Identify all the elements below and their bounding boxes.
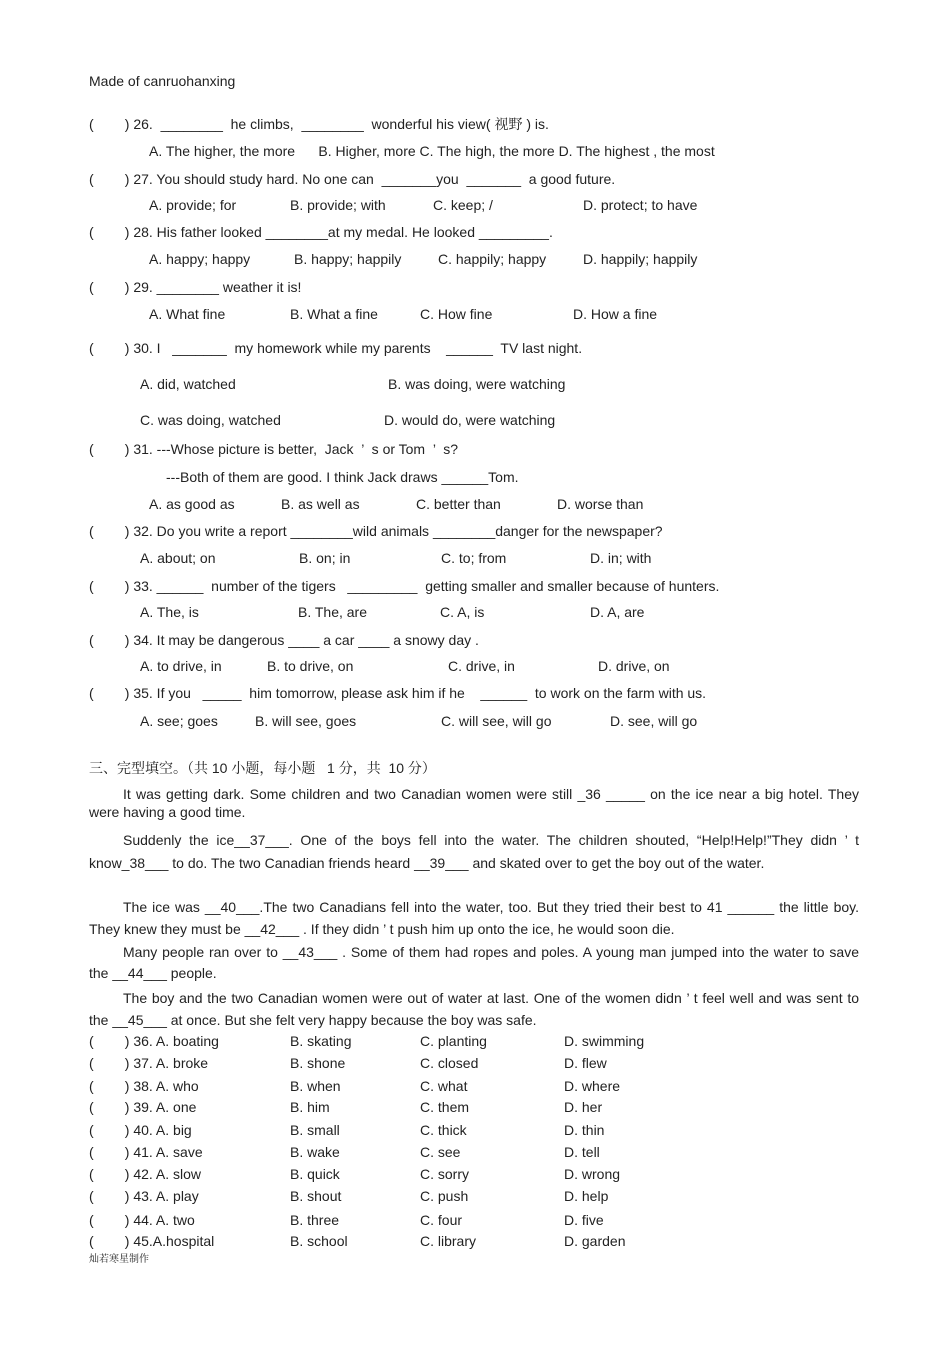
- question-31-option-d: D. worse than: [557, 496, 644, 512]
- cloze-row-44-d: D. five: [564, 1212, 604, 1228]
- question-29-option-c: C. How fine: [420, 306, 493, 322]
- question-34-option-c: C. drive, in: [448, 658, 515, 674]
- question-29-stem: ( ) 29. ________ weather it is!: [89, 279, 302, 295]
- question-32-option-b: B. on; in: [299, 550, 351, 566]
- question-31-option-a: A. as good as: [149, 496, 235, 512]
- question-26-options: A. The higher, the more B. Higher, more C. The high, the more D. The highest , the most: [149, 143, 715, 159]
- cloze-row-41-b: B. wake: [290, 1144, 340, 1160]
- cloze-row-39: ( ) 39. A. one: [89, 1099, 197, 1115]
- question-28-stem: ( ) 28. His father looked ________at my medal. He looked _________.: [89, 224, 553, 240]
- question-30-option-d: D. would do, were watching: [384, 412, 556, 428]
- cloze-row-44-c: C. four: [420, 1212, 463, 1228]
- question-27-stem: ( ) 27. You should study hard. No one can _______you _______ a good future.: [89, 171, 616, 187]
- cloze-row-37-b: B. shone: [290, 1055, 346, 1071]
- cloze-row-41-c: C. see: [420, 1144, 461, 1160]
- question-34-option-d: D. drive, on: [598, 658, 670, 674]
- cloze-row-45: ( ) 45.A.hospital: [89, 1233, 215, 1249]
- cloze-row-40-b: B. small: [290, 1122, 340, 1138]
- cloze-row-41: ( ) 41. A. save: [89, 1144, 203, 1160]
- cloze-row-45-d: D. garden: [564, 1233, 626, 1249]
- question-31-option-c: C. better than: [416, 496, 501, 512]
- question-28-option-b: B. happy; happily: [294, 251, 402, 267]
- cloze-paragraph-1: It was getting dark. Some children and two Canadian women were still _36 _____ on the ice near a big hotel. They were having a good time.: [89, 786, 859, 820]
- question-27-option-a: A. provide; for: [149, 197, 237, 213]
- cloze-paragraph-2: Suddenly the ice__37___. One of the boys fell into the water. The children shouted, “Help!Help!”They didn ’ t know_38___ to do. The two Canadian friends heard __39___ and skated over to get the boy out of the water.: [89, 832, 859, 871]
- question-30-option-c: C. was doing, watched: [140, 412, 281, 428]
- question-34-option-b: B. to drive, on: [267, 658, 354, 674]
- question-30-stem: ( ) 30. I _______ my homework while my parents ______ TV last night.: [89, 340, 583, 356]
- cloze-row-43-b: B. shout: [290, 1188, 342, 1204]
- cloze-row-42-b: B. quick: [290, 1166, 340, 1182]
- cloze-row-36-b: B. skating: [290, 1033, 352, 1049]
- cloze-row-37-d: D. flew: [564, 1055, 607, 1071]
- question-30-option-b: B. was doing, were watching: [388, 376, 566, 392]
- cloze-row-38-c: C. what: [420, 1078, 468, 1094]
- question-34-stem: ( ) 34. It may be dangerous ____ a car ____ a snowy day .: [89, 632, 479, 648]
- question-35-option-d: D. see, will go: [610, 713, 698, 729]
- question-33-option-d: D. A, are: [590, 604, 645, 620]
- cloze-row-39-b: B. him: [290, 1099, 330, 1115]
- question-33-option-a: A. The, is: [140, 604, 199, 620]
- cloze-row-41-d: D. tell: [564, 1144, 600, 1160]
- question-35-option-c: C. will see, will go: [441, 713, 552, 729]
- question-28-option-d: D. happily; happily: [583, 251, 698, 267]
- section-3-heading: 三、完型填空。（共 10 小题，每小题 1 分，共 10 分）: [89, 760, 436, 776]
- cloze-paragraph-3: The ice was __40___.The two Canadians fell into the water, too. But they tried their best to 41 ______ the little boy. They knew they must be __42___ . If they didn ’ t push him up onto the ice, he would soon die.: [89, 899, 859, 937]
- page-header: Made of canruohanxing: [89, 73, 236, 89]
- cloze-paragraph-5: The boy and the two Canadian women were out of water at last. One of the women didn ’ t feel well and was sent to the __45___ at once. But she felt very happy because the boy was safe.: [89, 990, 859, 1028]
- question-29-option-b: B. What a fine: [290, 306, 378, 322]
- cloze-row-42-d: D. wrong: [564, 1166, 621, 1182]
- question-30-option-a: A. did, watched: [140, 376, 236, 392]
- question-35-stem: ( ) 35. If you _____ him tomorrow, please ask him if he ______ to work on the farm with us.: [89, 685, 707, 701]
- question-32-option-c: C. to; from: [441, 550, 507, 566]
- question-34-option-a: A. to drive, in: [140, 658, 222, 674]
- cloze-row-42: ( ) 42. A. slow: [89, 1166, 202, 1182]
- question-32-stem: ( ) 32. Do you write a report ________wild animals ________danger for the newspaper?: [89, 523, 663, 539]
- cloze-row-44-b: B. three: [290, 1212, 340, 1228]
- cloze-row-43: ( ) 43. A. play: [89, 1188, 199, 1204]
- cloze-row-39-d: D. her: [564, 1099, 603, 1115]
- question-33-option-b: B. The, are: [298, 604, 368, 620]
- cloze-row-43-d: D. help: [564, 1188, 609, 1204]
- question-27-option-c: C. keep; /: [433, 197, 493, 213]
- question-28-option-a: A. happy; happy: [149, 251, 251, 267]
- question-31-stem: ( ) 31. ---Whose picture is better, Jack ’ s or Tom ’ s?: [89, 441, 459, 457]
- cloze-row-40-d: D. thin: [564, 1122, 605, 1138]
- question-27-option-d: D. protect; to have: [583, 197, 698, 213]
- cloze-paragraph-4: Many people ran over to __43___ . Some of them had ropes and poles. A young man jumped into the water to save the __44___ people.: [89, 944, 859, 981]
- cloze-row-43-c: C. push: [420, 1188, 469, 1204]
- cloze-row-45-b: B. school: [290, 1233, 348, 1249]
- cloze-row-44: ( ) 44. A. two: [89, 1212, 195, 1228]
- question-33-stem: ( ) 33. ______ number of the tigers _________ getting smaller and smaller because of hunters.: [89, 578, 720, 594]
- page-footer: 灿若寒星制作: [89, 1254, 149, 1265]
- question-31-stem-2: ---Both of them are good. I think Jack draws ______Tom.: [166, 469, 519, 485]
- question-26-stem: ( ) 26. ________ he climbs, ________ wonderful his view( 视野 ) is.: [89, 116, 549, 132]
- cloze-row-40-c: C. thick: [420, 1122, 467, 1138]
- cloze-row-38-d: D. where: [564, 1078, 621, 1094]
- cloze-row-37-c: C. closed: [420, 1055, 479, 1071]
- cloze-row-37: ( ) 37. A. broke: [89, 1055, 209, 1071]
- cloze-row-42-c: C. sorry: [420, 1166, 469, 1182]
- question-35-option-b: B. will see, goes: [255, 713, 357, 729]
- cloze-row-39-c: C. them: [420, 1099, 470, 1115]
- cloze-row-38: ( ) 38. A. who: [89, 1078, 199, 1094]
- cloze-row-36-d: D. swimming: [564, 1033, 645, 1049]
- question-31-option-b: B. as well as: [281, 496, 360, 512]
- cloze-row-40: ( ) 40. A. big: [89, 1122, 192, 1138]
- question-32-option-d: D. in; with: [590, 550, 652, 566]
- question-28-option-c: C. happily; happy: [438, 251, 547, 267]
- question-29-option-a: A. What fine: [149, 306, 226, 322]
- cloze-row-36-c: C. planting: [420, 1033, 487, 1049]
- cloze-row-38-b: B. when: [290, 1078, 341, 1094]
- question-32-option-a: A. about; on: [140, 550, 216, 566]
- question-33-option-c: C. A, is: [440, 604, 485, 620]
- question-27-option-b: B. provide; with: [290, 197, 386, 213]
- question-29-option-d: D. How a fine: [573, 306, 658, 322]
- question-35-option-a: A. see; goes: [140, 713, 218, 729]
- cloze-row-36: ( ) 36. A. boating: [89, 1033, 219, 1049]
- cloze-row-45-c: C. library: [420, 1233, 477, 1249]
